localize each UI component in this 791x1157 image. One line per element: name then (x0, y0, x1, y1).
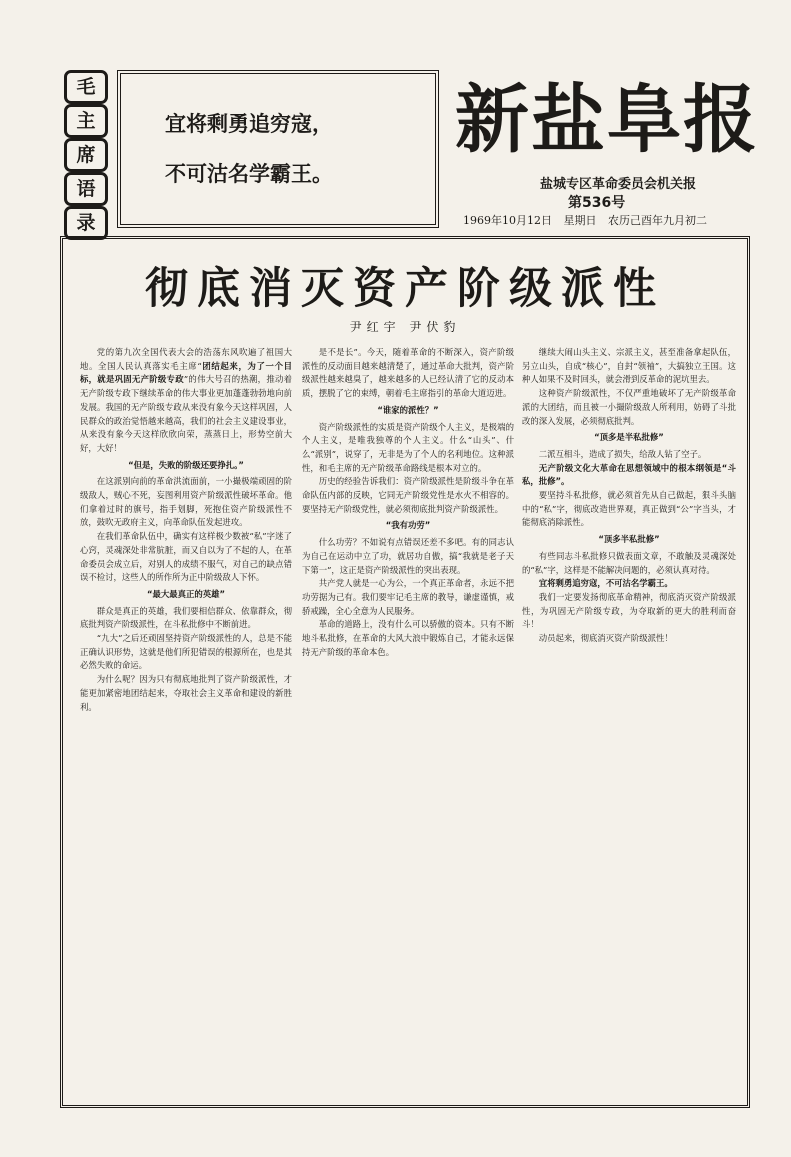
issue-number: 第536号 (568, 195, 626, 211)
quote-label (66, 70, 106, 232)
quote-box (117, 70, 439, 228)
article-column-1 (80, 346, 292, 1098)
lunar-date: 农历己酉年九月初二 (608, 214, 707, 227)
paragraph: 动员起来，彻底消灭资产阶级派性！ (538, 633, 673, 644)
quote-label-char: 席 (64, 138, 108, 172)
quote-line: 宜将剩勇追穷寇， (165, 112, 333, 136)
paragraph: 有些同志斗私批修只做表面文章，不敢触及灵魂深处的“私”字，这样是不能解决问题的，必须认真对待。 (522, 550, 736, 575)
paragraph: 党的第九次全国代表大会的浩荡东风吹遍了祖国大地。全国人民认真落实毛主席“团结起来，为了一个目标，就是巩固无产阶级专政”的伟大号召的热潮，推动着无产阶级专政下继续革命的伟大事业更加蓬蓬勃勃地向前发展。我国的无产阶级专政从来没有象今天这样巩固，人民群众的政治觉悟越来越高，我们的社会主义建设事业，从来没有象今天这样欣欣向荣，蒸蒸日上，形势空前大好，大好！ (80, 347, 292, 453)
paragraph: 在我们革命队伍中，确实有这样极少数被“私”字迷了心窍，灵魂深处非常肮脏，而又自以为了不起的人，在革命委员会成立后，对别人的成绩不服气，对自己的缺点错误不检讨，这些人的所作所为正中阶级敌人下怀。 (80, 531, 292, 583)
newspaper-org: 盐城专区革命委员会机关报 (540, 177, 697, 192)
article-headline: 彻底消灭资产阶级派性 (145, 264, 665, 314)
paragraph: 为什么呢？因为只有彻底地批判了资产阶级派性，才能更加紧密地团结起来，夺取社会主义革命和建设的新胜利。 (80, 674, 292, 712)
subheading: “我有功劳” (385, 520, 431, 531)
paragraph: 这种资产阶级派性，不仅严重地破坏了无产阶级革命派的大团结，而且被一小撮阶级敌人所利用，妨碍了斗批改的深入发展，必须彻底批判。 (522, 388, 736, 426)
paragraph-bold-lead: 无产阶级文化大革命在思想领域中的根本纲领是“斗私，批修”。 (522, 462, 736, 487)
paragraph-bold-lead: 宜将剩勇追穷寇，不可沽名学霸王。 (538, 578, 673, 589)
paragraph: 是不是长”。今天，随着革命的不断深入，资产阶级派性的反动面目越来越清楚了，通过革命大批判，资产阶级派性越来越臭了，越来越多的人已经认清了它的反动本质，摆脱了它的束缚，朝着毛主席指引的革命大道迈进。 (302, 347, 514, 399)
quote-label-char: 主 (64, 104, 108, 138)
date-line (463, 212, 715, 228)
paragraph: 继续大闹山头主义、宗派主义，甚至准备拿起队伍，另立山头，自成“核心”，自封“领袖”，大搞独立王国。这种人如果不及时回头，就会滑到反革命的泥坑里去。 (522, 347, 736, 385)
paragraph: 群众是真正的英雄，我们要相信群众、依靠群众，彻底批判资产阶级派性，在斗私批修中不断前进。 (80, 605, 292, 630)
quote-label-char: 录 (64, 206, 108, 240)
subheading: “最大最真正的英雄” (146, 588, 225, 599)
article-column-3 (522, 346, 736, 1098)
subheading: “顶多是半私批修” (594, 432, 664, 443)
paragraph: 历史的经验告诉我们：资产阶级派性是阶级斗争在革命队伍内部的反映，它同无产阶级党性是水火不相容的。要坚持无产阶级党性，就必须彻底批判资产阶级派性。 (302, 476, 514, 514)
paragraph: 在这派别向前的革命洪流面前，一小撮极端顽固的阶级敌人，贼心不死，妄图利用资产阶级派性破坏革命。他们拿着过时的旗号，指手划脚，死抱住资产阶级派性不放，鼓吹无政府主义，向革命队伍发起进攻。 (80, 476, 292, 528)
date: 1969年10月12日 (463, 214, 552, 227)
subheading: “谁家的派性？” (377, 404, 439, 415)
paragraph: 革命的道路上，没有什么可以骄傲的资本。只有不断地斗私批修，在革命的大风大浪中锻炼自己，才能永远保持无产阶级的革命本色。 (302, 619, 514, 657)
paragraph: 资产阶级派性的实质是资产阶级个人主义，是极端的个人主义，是唯我独尊的个人主义。什么“山头”、什么“派别”，说穿了，无非是为了个人的名利地位。这种派性，和毛主席的无产阶级革命路线是根本对立的。 (302, 421, 514, 473)
paragraph: 共产党人就是一心为公，一个真正革命者，永远不把功劳据为己有。我们要牢记毛主席的教导，谦虚谨慎，戒骄戒躁，全心全意为人民服务。 (302, 578, 514, 616)
quote-line: 不可沽名学霸王。 (165, 162, 333, 186)
paragraph: 什么功劳？不如说有点错误还差不多吧。有的同志认为自己在运动中立了功，就居功自傲，搞“我就是老子天下第一”，这正是资产阶级派性的突出表现。 (302, 537, 514, 575)
quote-label-char: 毛 (64, 70, 108, 104)
quote-label-char: 语 (64, 172, 108, 206)
subheading: “但是，失败的阶级还要挣扎。” (128, 459, 244, 470)
paragraph: 二派互相斗，造成了损失，给敌人钻了空子。 (538, 448, 707, 459)
newspaper-title: 新盐阜报 (455, 77, 759, 163)
paragraph: “九大”之后还顽固坚持资产阶级派性的人，总是不能正确认识形势，这就是他们所犯错误的根源所在，也是其必然失败的命运。 (80, 633, 292, 671)
subheading: “顶多半私批修” (598, 534, 660, 545)
article-authors: 尹红宇 尹伏豹 (349, 320, 461, 334)
weekday: 星期日 (563, 214, 597, 227)
paragraph: 要坚持斗私批修，就必须首先从自己做起，狠斗头脑中的“私”字，彻底改造世界观，真正做到“公”字当头，才能彻底消除派性。 (522, 490, 736, 528)
article-column-2 (302, 346, 514, 1098)
paragraph: 我们一定要发扬彻底革命精神，彻底消灭资产阶级派性，为巩固无产阶级专政，为夺取新的更大的胜利而奋斗！ (522, 591, 736, 630)
